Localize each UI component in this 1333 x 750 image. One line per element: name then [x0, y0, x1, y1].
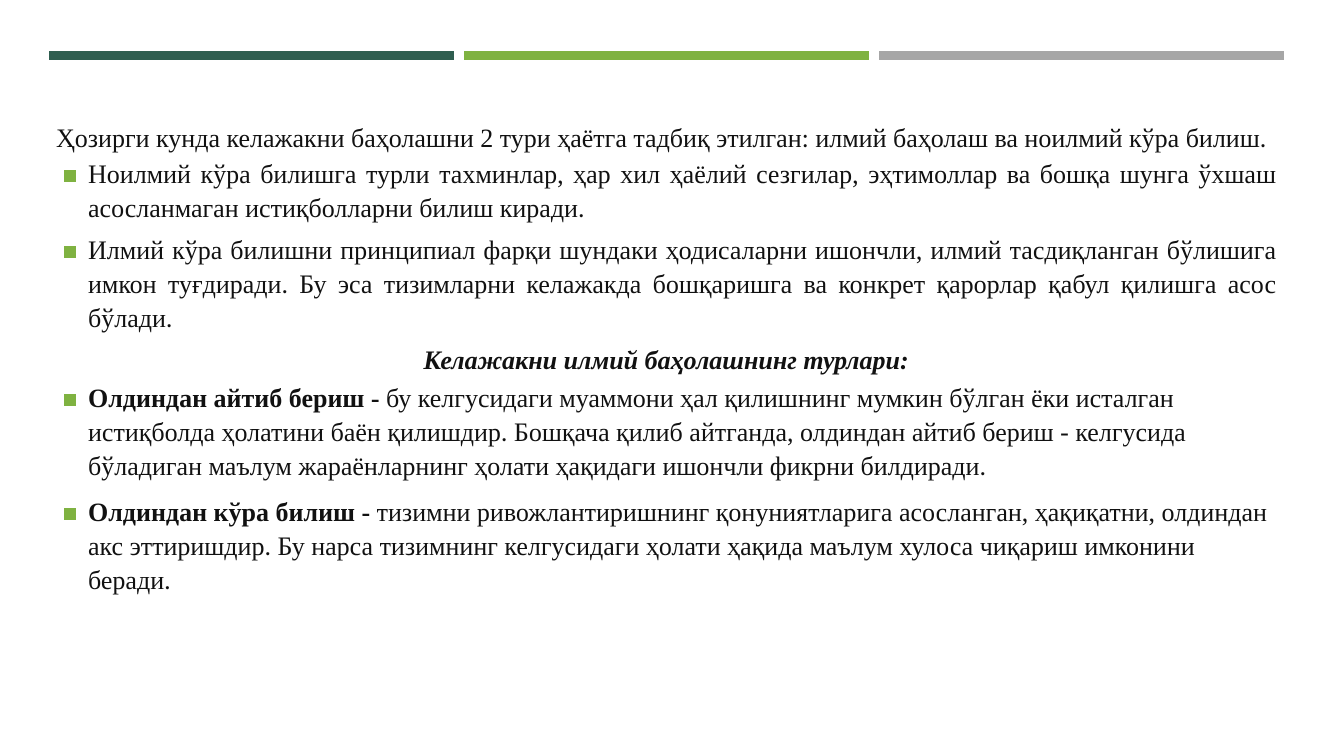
bullet-text: тизимни ривожлантиришнинг қонуниятларига асосланган, ҳақиқатни, олдиндан акс эттиришдир. Бу нарса тизимнинг келгусидаги ҳолати ҳақида маълум хулоса чиқариш имконини беради. [88, 498, 1267, 595]
square-bullet-icon [64, 508, 76, 520]
bullet-item-scientific [56, 234, 1276, 336]
bullet-item-foresight [56, 496, 1278, 598]
gray-bar [879, 51, 1284, 60]
bullet-text: Илмий кўра билишни принципиал фарқи шундаки ҳодисаларни ишончли, илмий тасдиқланган бўлишига имкон туғдиради. Бу эса тизимларни келажакда бошқаришга ва конкрет қарорлар қабул қилишга асос бўлади. [88, 236, 1276, 333]
bullet-text: Ноилмий кўра билишга турли тахминлар, ҳар хил ҳаёлий сезгилар, эҳтимоллар ва бошқа шунга ўхшаш асосланмаган истиқболларни билиш киради. [88, 160, 1276, 223]
bullet-item-forecast [56, 382, 1278, 484]
bullet-term: Олдиндан кўра билиш - [88, 498, 371, 527]
dark-green-bar [49, 51, 454, 60]
section-subheading: Келажакни илмий баҳолашнинг турлари: [423, 346, 909, 375]
intro-paragraph: Ҳозирги кунда келажакни баҳолашни 2 тури ҳаётга тадбиқ этилган: илмий баҳолаш ва ноилмий кўра билиш. [56, 124, 1267, 153]
bullet-term: Олдиндан айтиб бериш - [88, 384, 380, 413]
slide-content [56, 122, 1276, 610]
square-bullet-icon [64, 246, 76, 258]
square-bullet-icon [64, 394, 76, 406]
square-bullet-icon [64, 170, 76, 182]
bullet-text: бу келгусидаги муаммони ҳал қилишнинг мумкин бўлган ёки исталган истиқболда ҳолатини баён қилишдир. Бошқача қилиб айтганда, олдиндан айтиб бериш - келгусида бўладиган маълум жараёнларнинг ҳолати ҳақидаги ишончли фикрни билдиради. [88, 384, 1186, 481]
top-decoration-bars [49, 51, 1284, 60]
bullet-item-nonscientific [56, 158, 1276, 226]
light-green-bar [464, 51, 869, 60]
